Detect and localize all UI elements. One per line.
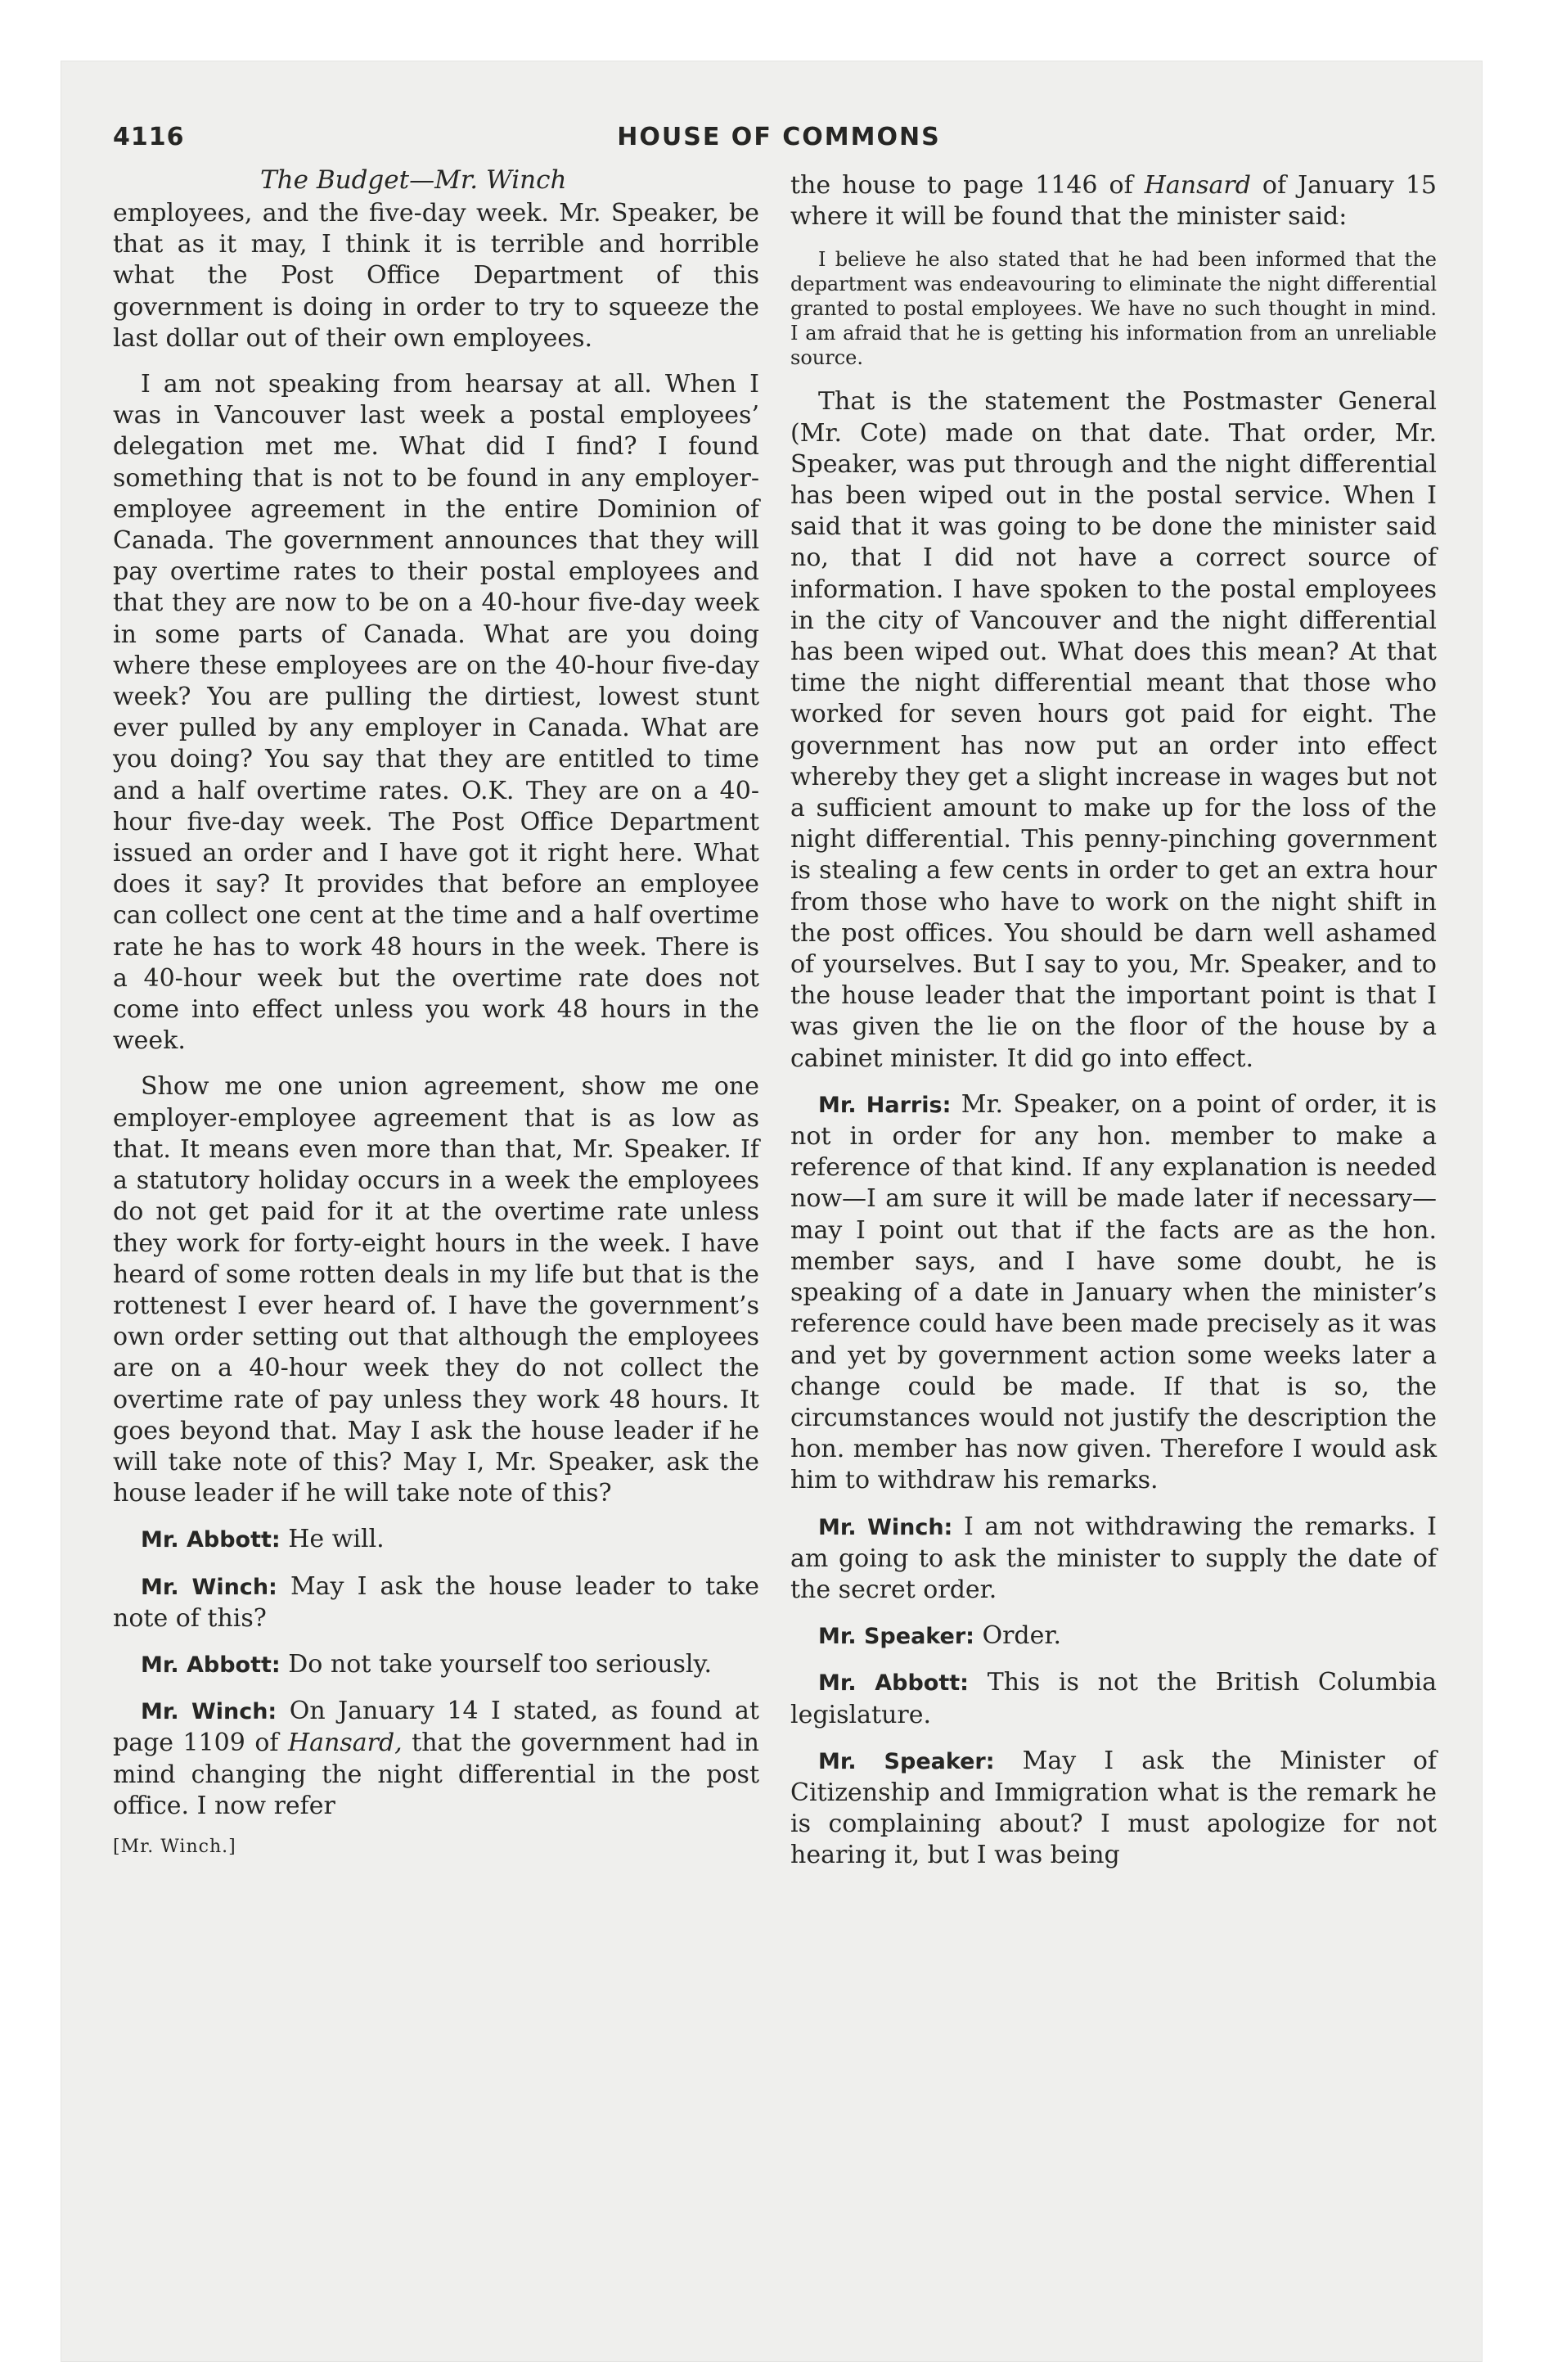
speech-text: This is not the British Columbia legislature. xyxy=(790,1668,1438,1729)
speech-text: I am not withdrawing the remarks. I am going to ask the minister to supply the date of the secret order. xyxy=(790,1512,1437,1604)
speaker-name: Mr. Winch: xyxy=(141,1574,277,1600)
paragraph: Show me one union agreement, show me one employer-employee agreement that is as low as that. It means even more than that, Mr. Speaker. If a statutory holiday occurs in a week the employees do not get paid for it at the overtime rate unless they work for forty-eight hours in the week. I have heard of some rotten deals in my life but that is the rottenest I ever heard of. I have the government’s own order setting out that although the employees are on a 40-hour week they do not collect the overtime rate of pay unless they work 48 hours. It goes beyond that. May I ask the house leader if he will take note of this? May I, Mr. Speaker, ask the house leader if he will take note of this? xyxy=(113,1072,759,1508)
paragraph: That is the statement the Postmaster General (Mr. Cote) made on that date. That order, Mr. Speaker, was put through and the night differential has been wiped out in the postal service. When I said that it was going to be done the minister said no, that I did not have a correct source of information. I have spoken to the postal employees in the city of Vancouver and the night differential has been wiped out. What does this mean? At that time the night differential meant that those who worked for seven hours got paid for eight. The government has now put an order into effect whereby they get a slight increase in wages but not a sufficient amount to make up for the loss of the night differential. This penny-pinching government is stealing a few cents in order to get an extra hour from those who have to work on the night shift in the post offices. You should be darn well ashamed of yourselves. But I say to you, Mr. Speaker, and to the house leader that the important point is that I was given the lie on the floor of the house by a cabinet minister. It did go into effect. xyxy=(790,387,1437,1073)
paragraph xyxy=(790,170,1437,232)
speech-text: that the government had in mind changing the night differential in the post office. I now refer xyxy=(113,1729,759,1820)
speech xyxy=(113,1696,759,1822)
speech-text: May I ask the house leader to take note of this? xyxy=(113,1571,760,1633)
speech xyxy=(113,1524,759,1556)
speech xyxy=(790,1667,1437,1730)
hansard-title: Hansard xyxy=(1144,171,1251,200)
speech-text: Mr. Speaker, on a point of order, it is not in order for any hon. member to make a reference of that kind. If any explanation is needed now—I am sure it will be made later if necessary—may I point out that if the facts are as the hon. member says, and I have some doubt, he is speaking of a date in January when the minister’s reference could have been made precisely as it was and yet by government action some weeks later a change could be made. If that is so, the circumstances would not justify the description the hon. member has now given. Therefore I would ask him to withdraw his remarks. xyxy=(790,1089,1438,1495)
paragraph: I am not speaking from hearsay at all. When I was in Vancouver last week a postal employees’ delegation met me. What did I find? I found something that is not to be found in any employer-employee agreement in the entire Dominion of Canada. The government announces that they will pay overtime rates to their postal employees and that they are now to be on a 40-hour five-day week in some parts of Canada. What are you doing where these employees are on the 40-hour five-day week? You are pulling the dirtiest, lowest stunt ever pulled by any employer in Canada. What are you doing? You say that they are entitled to time and a half overtime rates. O.K. They are on a 40-hour five-day week. The Post Office Department issued an order and I have got it right here. What does it say? It provides that before an employee can collect one cent at the time and a half overtime rate he has to work 48 hours in the week. There is a 40-hour week but the overtime rate does not come into effect unless you work 48 hours in the week. xyxy=(113,370,759,1056)
speaker-name: Mr. Speaker: xyxy=(818,1748,995,1774)
speech xyxy=(790,1746,1437,1872)
hansard-page xyxy=(113,123,1445,2300)
speech-text: May I ask the Minister of Citizenship and Immigration what is the remark he is complaining about? I must apologize for not hearing it, but I was being xyxy=(790,1746,1437,1870)
speaker-name: Mr. Speaker: xyxy=(818,1624,974,1650)
text-run: of January 15 where it will be found that the minister said: xyxy=(790,171,1437,232)
page-footer: [Mr. Winch.] xyxy=(113,1836,236,1857)
page-number: 4116 xyxy=(113,123,185,151)
running-head: The Budget—Mr. Winch xyxy=(260,165,567,195)
speech xyxy=(790,1089,1437,1497)
right-column xyxy=(790,170,1437,1886)
speaker-name: Mr. Winch: xyxy=(818,1514,953,1540)
speech-text: On January 14 I stated, as found at page 1109 of xyxy=(113,1697,759,1758)
hansard-title: Hansard, xyxy=(287,1729,403,1758)
speaker-name: Mr. Abbott: xyxy=(141,1527,281,1553)
speaker-name: Mr. Abbott: xyxy=(818,1670,969,1697)
page-header xyxy=(113,123,1445,164)
speech-text: He will. xyxy=(288,1525,385,1554)
speaker-name: Mr. Winch: xyxy=(141,1699,277,1725)
speech xyxy=(113,1649,759,1681)
block-quote: I believe he also stated that he had been informed that the department was endeavouring to eliminate the night differential granted to postal employees. We have no such thought in mind. I am afraid that he is getting his information from an unreliable source. xyxy=(790,248,1437,370)
speech xyxy=(790,1620,1437,1652)
paragraph: employees, and the five-day week. Mr. Speaker, be that as it may, I think it is terrible and horrible what the Post Office Department of this government is doing in order to try to squeeze the last dollar out of their own employees. xyxy=(113,199,759,353)
text-run: the house to page 1146 of xyxy=(790,171,1133,200)
left-column xyxy=(113,164,759,1857)
speech xyxy=(790,1512,1437,1607)
speech xyxy=(113,1571,759,1634)
journal-title: HOUSE OF COMMONS xyxy=(617,123,941,151)
speech-text: Do not take yourself too seriously. xyxy=(288,1649,713,1679)
speech-text: Order. xyxy=(982,1621,1061,1651)
speaker-name: Mr. Harris: xyxy=(818,1092,952,1118)
speaker-name: Mr. Abbott: xyxy=(141,1652,281,1678)
